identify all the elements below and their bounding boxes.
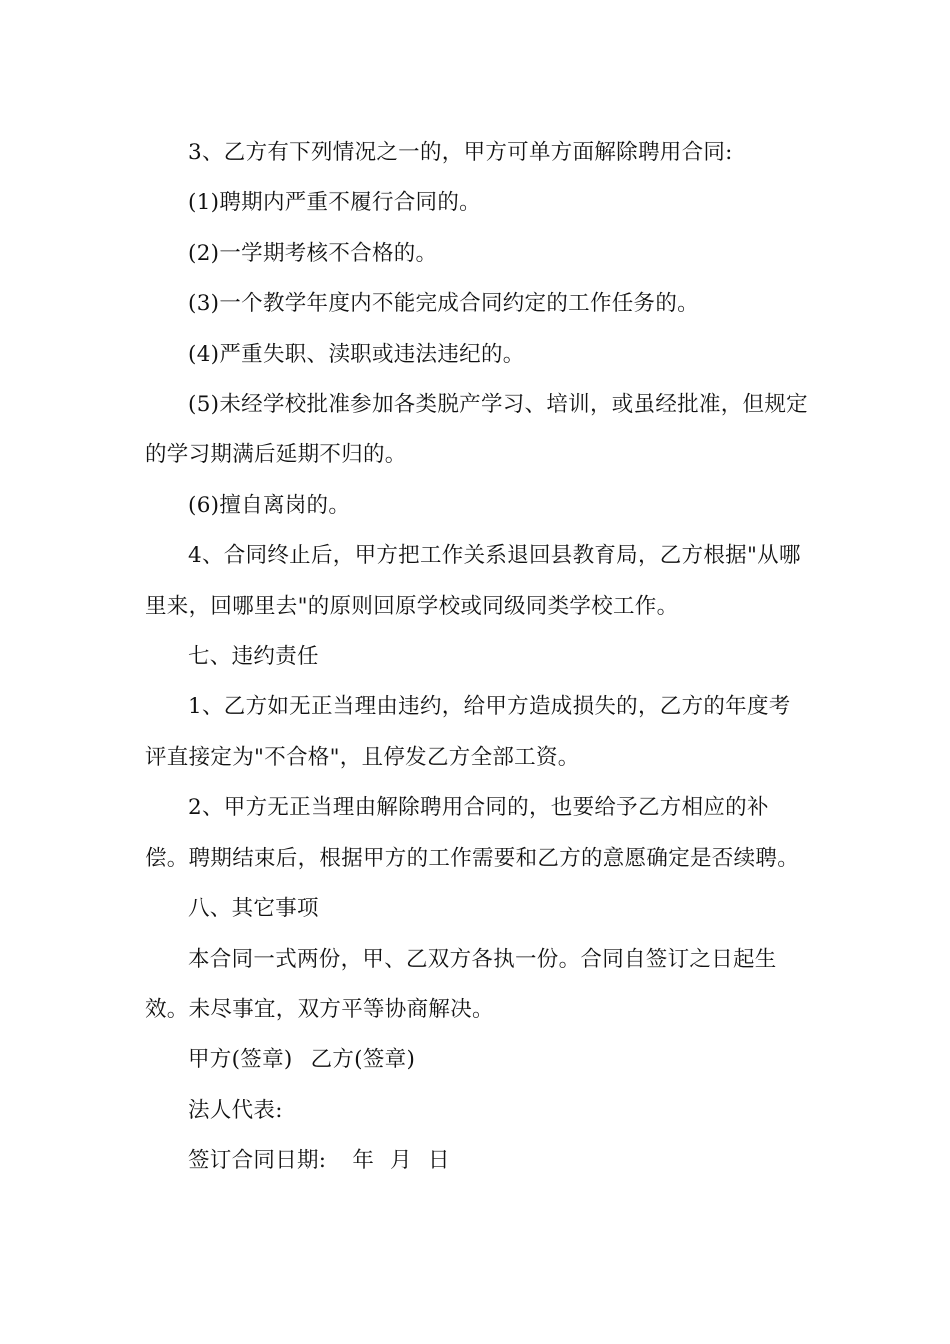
sign-date-line (145, 1136, 810, 1186)
breach-clause-2: 2、甲方无正当理由解除聘用合同的，也要给予乙方相应的补偿。聘期结束后，根据甲方的工作需要和乙方的意愿确定是否续聘。 (145, 795, 800, 871)
section-heading-other: 八、其它事项 (188, 896, 319, 922)
signature-line (145, 1035, 810, 1085)
legal-representative-line: 法人代表: (188, 1097, 283, 1123)
breach-clause-1: 1、乙方如无正当理由违约，给甲方造成损失的，乙方的年度考评直接定为"不合格"，且停发乙方全部工资。 (145, 694, 791, 770)
sign-date-year: 年 (352, 1148, 375, 1174)
clause-contract-end: 4、合同终止后，甲方把工作关系退回县教育局，乙方根据"从哪里来，回哪里去"的原则回原学校或同级同类学校工作。 (145, 543, 801, 619)
party-b-signature: 乙方(签章) (310, 1047, 416, 1073)
document-body (145, 128, 810, 1187)
clause-termination-intro: 3、乙方有下列情况之一的，甲方可单方面解除聘用合同: (188, 140, 733, 165)
other-clause: 本合同一式两份，甲、乙双方各执一份。合同自签订之日起生效。未尽事宜，双方平等协商解决。 (145, 946, 777, 1022)
sign-date-day: 日 (427, 1148, 450, 1174)
party-a-signature: 甲方(签章) (188, 1047, 293, 1073)
clause-item-5: (5)未经学校批准参加各类脱产学习、培训，或虽经批准，但规定的学习期满后延期不归的。 (145, 392, 808, 468)
sign-date-label: 签订合同日期: (188, 1148, 327, 1174)
clause-item-3: (3)一个教学年度内不能完成合同约定的工作任务的。 (188, 291, 699, 317)
clause-item-1: (1)聘期内严重不履行合同的。 (188, 190, 481, 216)
section-heading-breach: 七、违约责任 (188, 644, 319, 670)
clause-item-4: (4)严重失职、渎职或违法违纪的。 (188, 341, 525, 367)
clause-item-6: (6)擅自离岗的。 (188, 492, 351, 518)
clause-item-2: (2)一学期考核不合格的。 (188, 240, 438, 266)
sign-date-month: 月 (390, 1148, 412, 1174)
